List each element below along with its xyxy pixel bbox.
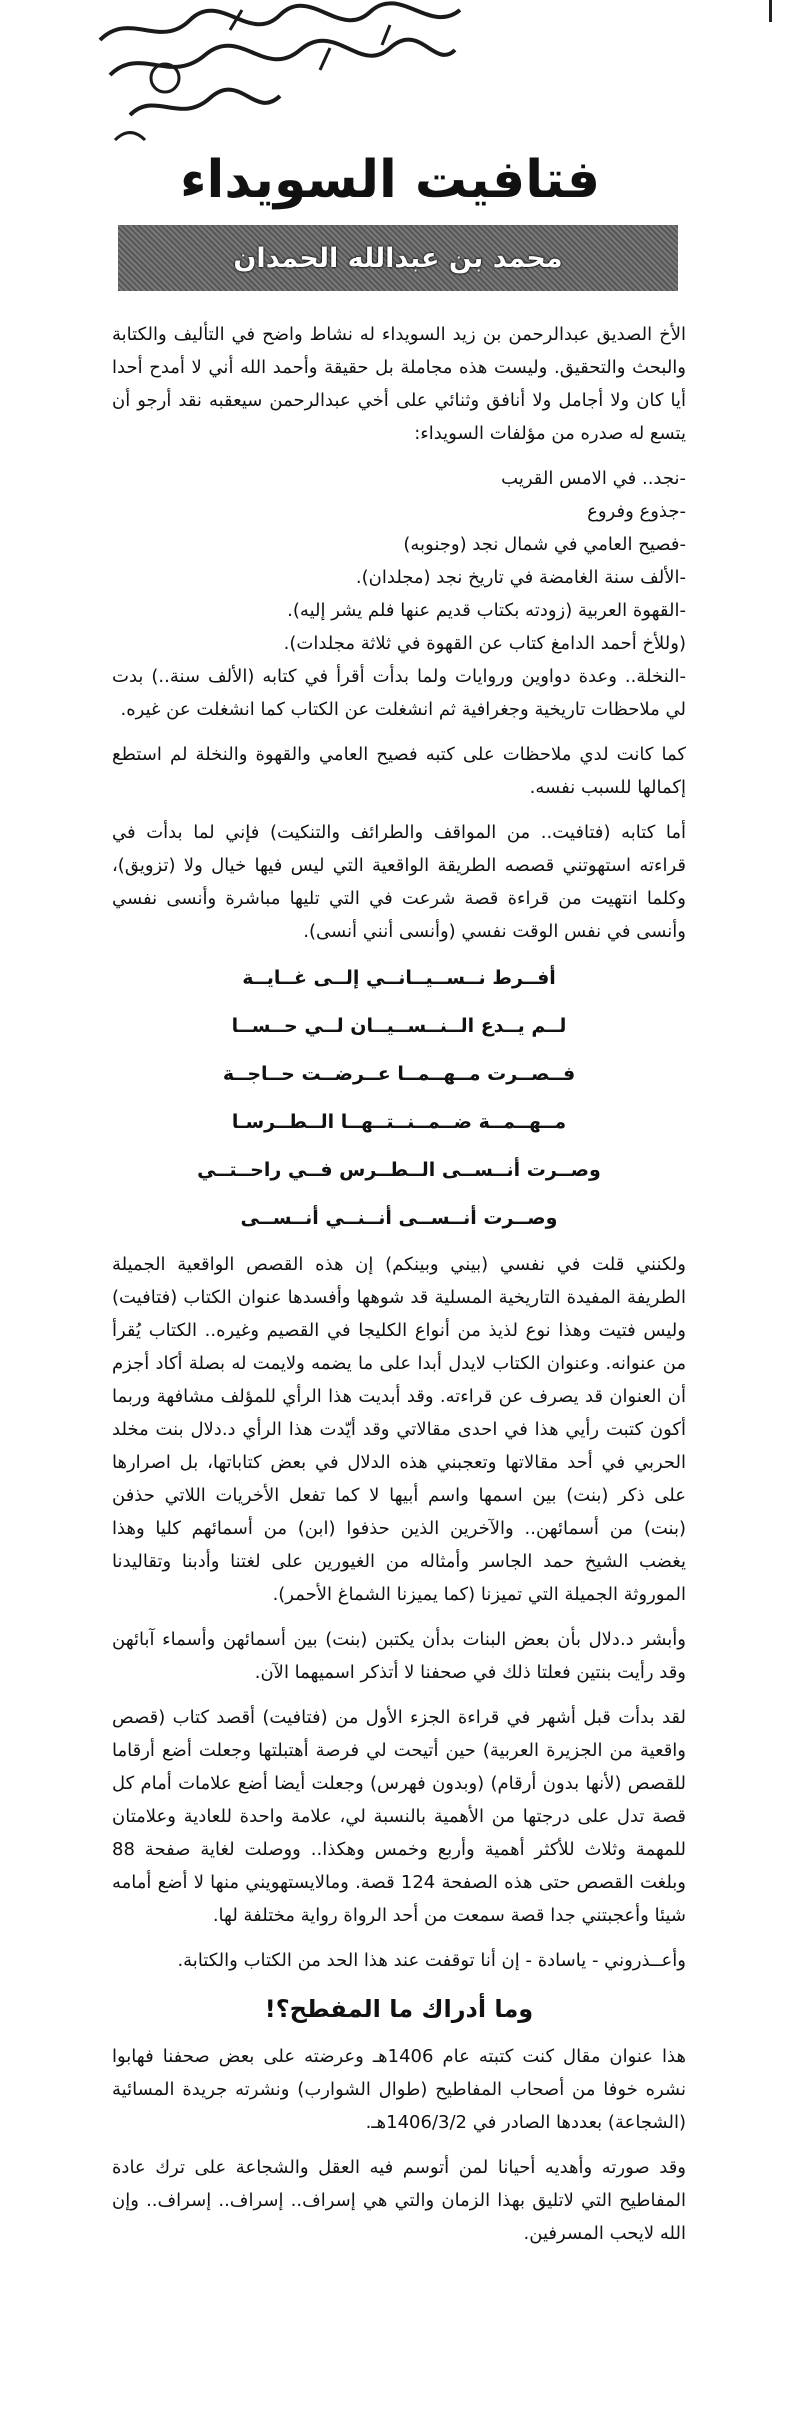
book-item: -القهوة العربية (زودته بكتاب قديم عنها فلم يشر إليه).: [287, 600, 686, 621]
byline-bar: [118, 225, 678, 291]
paragraph-final: وقد صورته وأهديه أحيانا لمن أتوسم فيه العقل والشجاعة على ترك عادة المفاطيح التي لاتليق بهذا الزمان والتي هي إسراف.. إسراف.. إسراف.. وإن الله لايحب المسرفين.: [112, 2157, 686, 2244]
paragraph-intro: الأخ الصديق عبدالرحمن بن زيد السويداء له نشاط واضح في التأليف والكتابة والبحث والتحقيق. وليست هذه مجاملة بل حقيقة وأحمد الله أني لا أمدح أحدا أيا كان ولا أجامل ولا أنافق وثنائي على أخي عبدالرحمن سيعقبه نقد أرجو أن يتسع له صدره من مؤلفات السويداء:: [112, 324, 686, 444]
article-body: [112, 318, 686, 2262]
handwritten-annotation: [90, 0, 480, 150]
book-item: -الألف سنة الغامضة في تاريخ نجد (مجلدان).: [355, 567, 686, 588]
edge-mark: [769, 0, 772, 22]
verse-line: أفــرط نــســيــانــي إلــى غــايــة: [242, 967, 556, 989]
paragraph-criticism: ولكنني قلت في نفسي (بيني وبينكم) إن هذه القصص الواقعية الجميلة الطريفة المفيدة التاريخية المسلية قد شوهها وأفسدها عنوان الكتاب (فتافيت) وليس فتيت وهذا نوع لذيذ من أنواع الكليجا في القصيم وغيره.. الكتاب يُقرأ من عنوانه. وعنوان الكتاب لايدل أبدا على ما يضمه ولايمت له بصلة أكاد أجزم أن العنوان قد يصرف عن قراءته. وقد أبديت هذا الرأي للمؤلف مشافهة وربما أكون كتبت رأيي هذا في احدى مقالاتي وقد أيّدت هذا الرأي د.دلال بنت مخلد الحربي في أحد مقالاتها وتعجبني هذه الدلال في بعض كتاباتها، بل اصرارها على ذكر (بنت) بين اسمها واسم أبيها لا كما تفعل الأخريات اللاتي حذفن (بنت) من أسمائهن.. والآخرين الذين حذفوا (ابن) من أسمائهم كليا وهذا يغضب الشيخ حمد الجاسر وأمثاله من الغيورين على لغتنا وأدبنا وتقاليدنا الموروثة الجميلة التي تميزنا (كما يميزنا الشماغ الأحمر).: [112, 1254, 686, 1605]
paragraph-mafateh: هذا عنوان مقال كنت كتبته عام 1406هـ وعرضته على بعض صحفنا فهابوا نشره خوفا من أصحاب المفاطيح (طوال الشوارب) ونشرته جريدة المسائية (الشجاعة) بعددها الصادر في 1406/3/2هـ.: [112, 2046, 686, 2133]
book-item: -فصيح العامي في شمال نجد (وجنوبه): [403, 534, 686, 555]
books-list: [112, 462, 686, 726]
book-item: -جذوع وفروع: [587, 501, 686, 522]
paragraph-dalal: وأبشر د.دلال بأن بعض البنات بدأن يكتبن (بنت) بين أسمائهن وأسماء آبائهن وقد رأيت بنتين فعلتا ذلك في صحفنا لا أتذكر اسميهما الآن.: [112, 1629, 686, 1683]
verse-line: فــصــرت مــهــمــا عــرضــت حــاجــة: [222, 1063, 576, 1085]
author-byline: محمد بن عبدالله الحمدان: [233, 242, 563, 274]
paragraph-apology: وأعــذروني - ياسادة - إن أنا توقفت عند هذا الحد من الكتاب والكتابة.: [177, 1950, 686, 1971]
book-item: -النخلة.. وعدة دواوين وروايات ولما بدأت أقرأ في كتابه (الألف سنة..) بدت لي ملاحظات تاريخية وجغرافية ثم انشغلت عن الكتاب كما انشغلت عن غيره.: [112, 666, 686, 720]
section-subhead: وما أدراك ما المفطح؟!: [264, 1995, 534, 2023]
book-item: -نجد.. في الامس القريب: [501, 468, 686, 489]
verse-line: وصــرت أنــســى الــطــرس فــي راحــتــي: [197, 1159, 601, 1181]
verse-line: مــهــمــة ضــمــنــتــهــا الــطــرسـا: [231, 1111, 567, 1133]
poem-verses: [112, 960, 686, 1236]
paragraph-notes: كما كانت لدي ملاحظات على كتبه فصيح العامي والقهوة والنخلة لم استطع إكمالها للسبب نفسه.: [112, 744, 686, 798]
article-headline: فتافيت السويداء: [179, 150, 601, 210]
verse-line: وصــرت أنــســى أنــنــي أنــســى: [240, 1207, 558, 1229]
paragraph-fatafeet: أما كتابه (فتافيت.. من المواقف والطرائف والتنكيت) فإني لما بدأت في قراءته استهوتني قصصه الطريقة الواقعية التي ليس فيها خيال ولا (تزويق)، وكلما انتهيت من قراءة قصة شرعت في التي تليها مباشرة وأنسى نفسي وأنسى في نفس الوقت نفسي (وأنسى أنني أنسى).: [112, 822, 686, 942]
paragraph-classify: لقد بدأت قبل أشهر في قراءة الجزء الأول من (فتافيت) أقصد كتاب (قصص واقعية من الجزيرة العربية) حين أتيحت لي فرصة أهتبلتها وجعلت أضع أرقاما للقصص (لأنها بدون أرقام) (وبدون فهرس) وجعلت أيضا أضع علامات أمام كل قصة تدل على درجتها من الأهمية بالنسبة لي، علامة واحدة للعادية وعلامتان للمهمة وثلاث للأكثر أهمية وأربع وخمس وهكذا.. ووصلت لغاية صفحة 88 وبلغت القصص حتى هذه الصفحة 124 قصة. ومالايستهويني منها لا أضع أمامه شيئا وأعجبتني جدا قصة سمعت من أحد الرواة رواية مختلفة لها.: [112, 1707, 686, 1926]
verse-line: لــم يــدع الــنــســيــان لــي حــســا: [231, 1015, 567, 1037]
book-item: (وللأخ أحمد الدامغ كتاب عن القهوة في ثلاثة مجلدات).: [283, 633, 686, 654]
